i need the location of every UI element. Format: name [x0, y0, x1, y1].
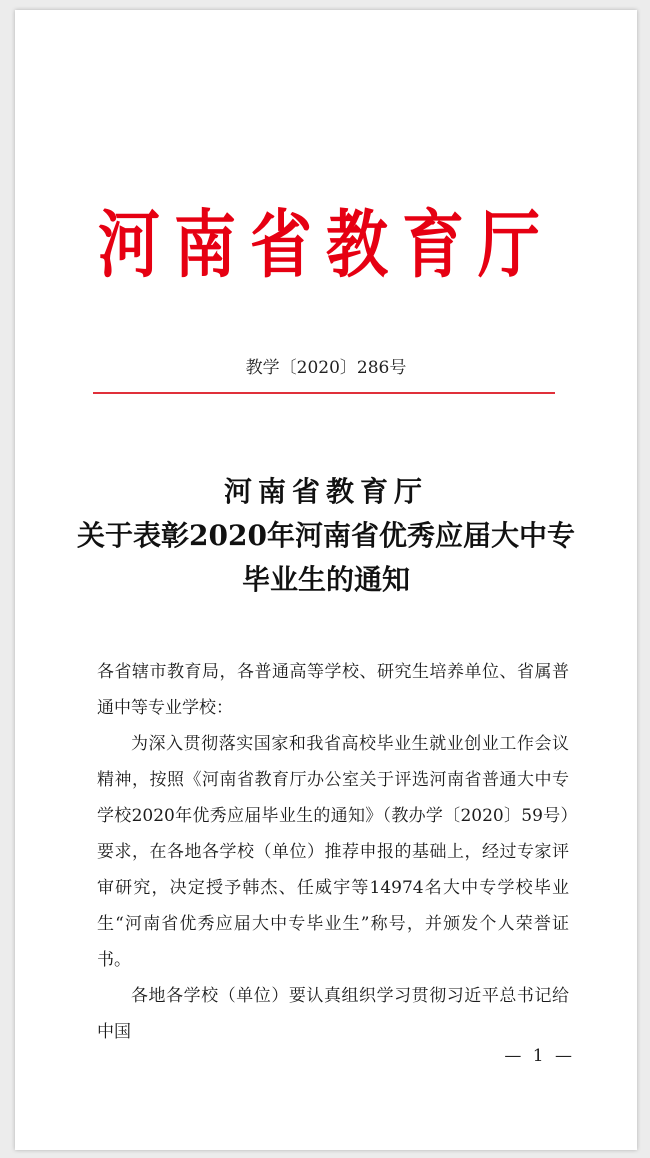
document-page: [15, 10, 637, 1150]
red-divider: [93, 392, 555, 394]
notice-body: [97, 654, 569, 1050]
paragraph-1: 为深入贯彻落实国家和我省高校毕业生就业创业工作会议精神，按照《河南省教育厅办公室关于评选河南省普通大中专学校2020年优秀应届毕业生的通知》（教办学〔2020〕59号）要求，在各地各学校（单位）推荐申报的基础上，经过专家评审研究，决定授予韩杰、任威宇等14974名大中专学校毕业生“河南省优秀应届大中专毕业生”称号，并颁发个人荣誉证书。: [97, 734, 569, 970]
document-number: 教学〔2020〕286号: [245, 358, 407, 378]
page-number: — 1 —: [504, 1046, 575, 1066]
addressee: 各省辖市教育局，各普通高等学校、研究生培养单位、省属普通中等专业学校：: [97, 662, 569, 718]
title-line-1: 河南省教育厅: [223, 475, 428, 508]
title-line-3: 毕业生的通知: [241, 563, 410, 596]
letterhead-title: 河南省教育厅: [97, 201, 554, 288]
title-line-2: 关于表彰2020年河南省优秀应届大中专: [77, 519, 575, 552]
notice-title: [15, 470, 637, 602]
paragraph-2: 各地各学校（单位）要认真组织学习贯彻习近平总书记给中国: [97, 986, 569, 1042]
